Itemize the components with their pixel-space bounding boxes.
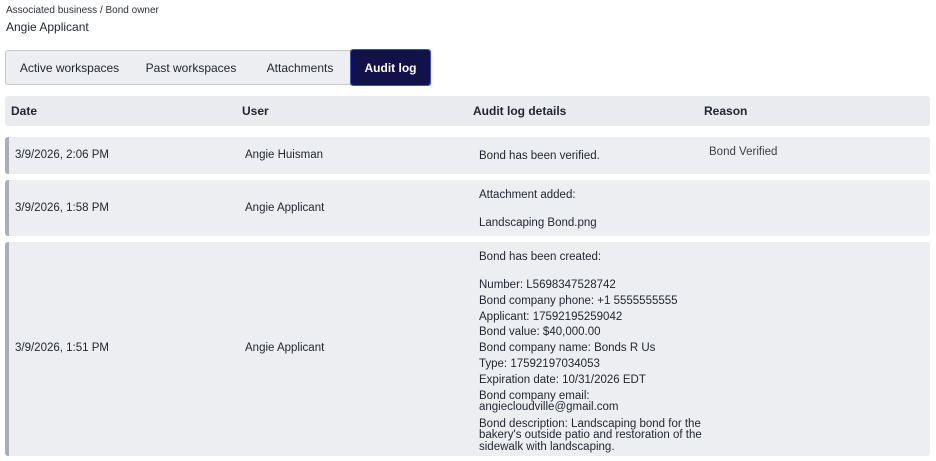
- detail-line: Expiration date: 10/31/2026 EDT: [479, 374, 646, 387]
- row-details: [479, 149, 709, 165]
- detail-line: Number: L5698347528742: [479, 278, 616, 291]
- column-header-user[interactable]: User: [242, 104, 269, 118]
- tab-bar: [5, 50, 430, 85]
- row-user: Angie Applicant: [245, 342, 325, 354]
- row-date: 3/9/2026, 1:51 PM: [15, 342, 109, 354]
- audit-table-header: [5, 96, 930, 126]
- detail-line: Applicant: 17592195259042: [479, 310, 623, 323]
- table-row: [5, 137, 930, 174]
- detail-line: Bond company email: angiecloudville@gmail.com: [479, 389, 619, 414]
- row-details: [479, 188, 709, 231]
- detail-line: Bond value: $40,000.00: [479, 326, 601, 339]
- owner-name: Angie Applicant: [6, 20, 89, 34]
- tab-active-workspaces[interactable]: Active workspaces: [19, 60, 120, 75]
- tab-audit-log[interactable]: Audit log: [351, 50, 430, 85]
- tab-attachments[interactable]: Attachments: [266, 60, 334, 75]
- row-details: [479, 250, 709, 453]
- row-user: Angie Huisman: [245, 149, 323, 161]
- row-date: 3/9/2026, 2:06 PM: [15, 149, 109, 161]
- tab-past-workspaces[interactable]: Past workspaces: [145, 60, 237, 75]
- row-date: 3/9/2026, 1:58 PM: [15, 202, 109, 214]
- column-header-details[interactable]: Audit log details: [473, 104, 567, 118]
- table-row: [5, 242, 930, 456]
- detail-line: Bond company phone: +1 5555555555: [479, 294, 678, 307]
- detail-line: Type: 17592197034053: [479, 358, 600, 371]
- column-header-date[interactable]: Date: [11, 104, 38, 118]
- row-reason: Bond Verified: [709, 146, 778, 158]
- detail-line: Bond company name: Bonds R Us: [479, 342, 656, 355]
- detail-line: Bond has been created:: [479, 251, 602, 263]
- detail-line: Bond description: Landscaping bond for the bakery's outside patio and restoration of the sidewalk with landscaping.: [479, 417, 702, 453]
- column-header-reason[interactable]: Reason: [704, 104, 748, 118]
- detail-line: Attachment added:: [479, 189, 576, 201]
- detail-line: Bond has been verified.: [479, 150, 600, 162]
- breadcrumb: Associated business / Bond owner: [6, 5, 159, 16]
- detail-line: Landscaping Bond.png: [479, 216, 597, 229]
- table-row: [5, 180, 930, 236]
- row-user: Angie Applicant: [245, 202, 325, 214]
